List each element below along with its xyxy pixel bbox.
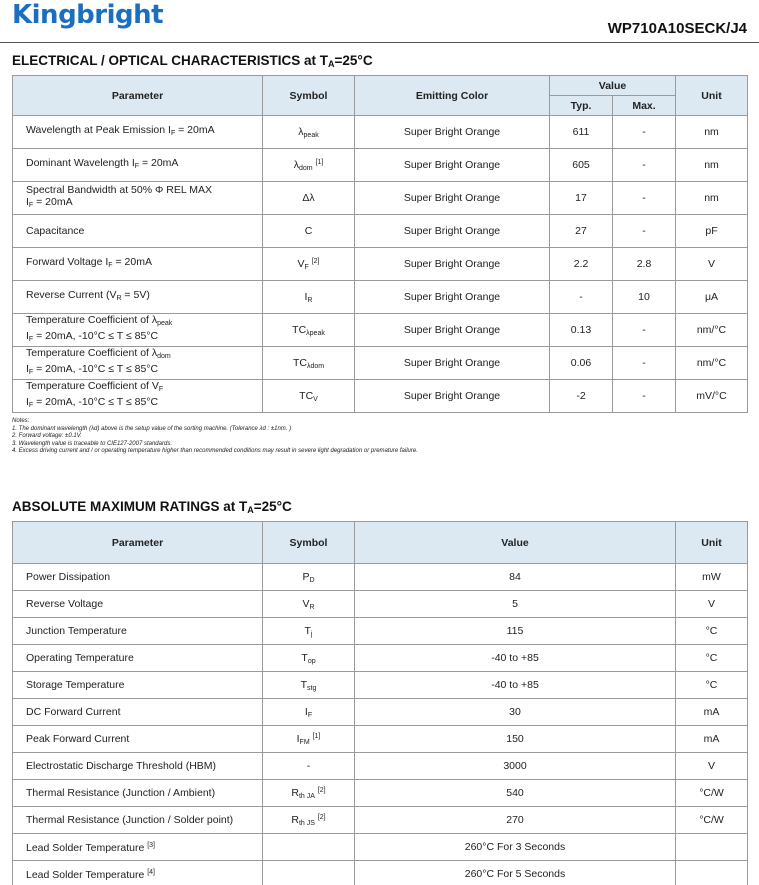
kingbright-logo: Kingbright xyxy=(12,0,164,30)
table-row xyxy=(13,116,748,149)
unit-cell xyxy=(676,834,748,861)
notes xyxy=(12,418,418,456)
symbol-cell: Δλ xyxy=(263,182,355,215)
typ-value-cell: - xyxy=(550,281,613,314)
unit-cell: nm xyxy=(676,116,748,149)
max-value-cell: 10 xyxy=(613,281,676,314)
parameter-cell: Junction Temperature xyxy=(13,618,263,645)
max-value-cell: 2.8 xyxy=(613,248,676,281)
max-value-cell: - xyxy=(613,347,676,380)
symbol-cell xyxy=(263,834,355,861)
symbol-cell: $P_D$ xyxy=(263,564,355,591)
note-1: 1. The dominant wavelength (λd) above is the setup value of the sorting machine. (Tolerance λd : ±1nm. ) xyxy=(12,425,292,432)
notes-heading: Notes: xyxy=(12,418,30,424)
symbol-cell: $TC_V$ xyxy=(263,380,355,413)
unit-cell: °C/W xyxy=(676,807,748,834)
typ-value-cell: 17 xyxy=(550,182,613,215)
parameter-cell: Storage Temperature xyxy=(13,672,263,699)
parameter-cell xyxy=(13,314,263,347)
symbol-cell: $V_R$ xyxy=(263,591,355,618)
unit-cell: °C xyxy=(676,672,748,699)
parameter-line: $I_F = 20mA$, -10°C ≤ T ≤ 85°C xyxy=(26,396,159,409)
parameter-line: Dominant Wavelength $I_F = 20mA$ xyxy=(26,157,179,170)
parameter-cell: Reverse Voltage xyxy=(13,591,263,618)
value-cell: 30 xyxy=(355,699,676,726)
note-2: 2. Forward voltage: ±0.1V. xyxy=(12,433,82,439)
note-3: 3. Wavelength value is traceable to CIE127-2007 standards. xyxy=(12,440,172,447)
symbol-cell xyxy=(263,861,355,885)
table-row xyxy=(13,672,748,699)
column-header-max: Max. xyxy=(613,96,676,116)
emitting-color-cell: Super Bright Orange xyxy=(355,380,550,413)
parameter-cell xyxy=(13,281,263,314)
parameter-cell: Lead Solder Temperature [3] xyxy=(13,834,263,861)
column-header-symbol: Symbol xyxy=(263,522,355,564)
value-cell: 3000 xyxy=(355,753,676,780)
parameter-line: Reverse Current $(V_R = 5V)$ xyxy=(26,289,150,302)
symbol-cell: - xyxy=(263,753,355,780)
unit-cell: mV/°C xyxy=(676,380,748,413)
typ-value-cell: 0.06 xyxy=(550,347,613,380)
table-row xyxy=(13,591,748,618)
unit-cell: V xyxy=(676,591,748,618)
table-row xyxy=(13,564,748,591)
emitting-color-cell: Super Bright Orange xyxy=(355,215,550,248)
table-row xyxy=(13,248,748,281)
unit-cell: mW xyxy=(676,564,748,591)
parameter-line: $I_F = 20mA$, -10°C ≤ T ≤ 85°C xyxy=(26,363,159,376)
value-cell: 540 xyxy=(355,780,676,807)
value-cell: 260°C For 3 Seconds xyxy=(355,834,676,861)
max-value-cell: - xyxy=(613,116,676,149)
parameter-cell: Operating Temperature xyxy=(13,645,263,672)
page-header xyxy=(0,0,759,46)
parameter-line: Forward Voltage $I_F = 20mA$ xyxy=(26,256,152,269)
column-header-unit: Unit xyxy=(676,522,748,564)
value-cell: 5 xyxy=(355,591,676,618)
unit-cell: V xyxy=(676,753,748,780)
electrical-characteristics-table xyxy=(12,75,748,413)
symbol-cell: $\lambda_{peak}$ xyxy=(263,116,355,149)
unit-cell: °C xyxy=(676,645,748,672)
unit-cell: μA xyxy=(676,281,748,314)
part-number: WP710A10SECK/J4 xyxy=(607,20,747,37)
unit-cell: mA xyxy=(676,699,748,726)
parameter-cell: Electrostatic Discharge Threshold (HBM) xyxy=(13,753,263,780)
max-value-cell: - xyxy=(613,182,676,215)
parameter-line: Wavelength at Peak Emission $I_F = 20mA$ xyxy=(26,124,215,137)
symbol-cell: $\lambda_{dom}$ [1] xyxy=(263,149,355,182)
symbol-cell: $I_R$ xyxy=(263,281,355,314)
column-header-parameter: Parameter xyxy=(13,522,263,564)
parameter-cell: DC Forward Current xyxy=(13,699,263,726)
symbol-cell: $TC_{\lambda dom}$ xyxy=(263,347,355,380)
absolute-ratings-section-title: ABSOLUTE MAXIMUM RATINGS at $T_A=25^\circ C$ xyxy=(12,499,292,515)
table-row xyxy=(13,618,748,645)
parameter-line: Spectral Bandwidth at 50% Φ REL MAX xyxy=(26,184,212,196)
symbol-cell: $I_F$ xyxy=(263,699,355,726)
header-rule xyxy=(0,42,759,43)
unit-cell: °C xyxy=(676,618,748,645)
emitting-color-cell: Super Bright Orange xyxy=(355,347,550,380)
unit-cell: pF xyxy=(676,215,748,248)
table-row xyxy=(13,149,748,182)
parameter-cell xyxy=(13,116,263,149)
symbol-cell: $V_F$ [2] xyxy=(263,248,355,281)
unit-cell: mA xyxy=(676,726,748,753)
table-row xyxy=(13,753,748,780)
symbol-cell: $R_{th JA}$ [2] xyxy=(263,780,355,807)
table-row xyxy=(13,182,748,215)
symbol-cell: $T_j$ xyxy=(263,618,355,645)
table-row xyxy=(13,699,748,726)
table-row xyxy=(13,314,748,347)
note-4: 4. Excess driving current and / or operating temperature higher than recommended conditions may result in severe light degradation or premature failure. xyxy=(12,448,418,454)
symbol-cell: C xyxy=(263,215,355,248)
parameter-cell xyxy=(13,182,263,215)
column-header-symbol: Symbol xyxy=(263,76,355,116)
symbol-cell: $R_{th JS}$ [2] xyxy=(263,807,355,834)
parameter-cell xyxy=(13,248,263,281)
value-cell: 84 xyxy=(355,564,676,591)
unit-cell: nm xyxy=(676,149,748,182)
parameter-line: $I_F = 20mA$, -10°C ≤ T ≤ 85°C xyxy=(26,330,159,343)
parameter-cell xyxy=(13,380,263,413)
parameter-cell xyxy=(13,347,263,380)
max-value-cell: - xyxy=(613,314,676,347)
parameter-cell: Power Dissipation xyxy=(13,564,263,591)
max-value-cell: - xyxy=(613,380,676,413)
parameter-cell: Lead Solder Temperature [4] xyxy=(13,861,263,885)
parameter-line: Temperature Coefficient of $\lambda_{dom}$ xyxy=(26,347,171,360)
parameter-line: Temperature Coefficient of $V_F$ xyxy=(26,380,164,393)
parameter-line: Capacitance xyxy=(26,225,85,237)
value-cell: 270 xyxy=(355,807,676,834)
emitting-color-cell: Super Bright Orange xyxy=(355,182,550,215)
value-cell: -40 to +85 xyxy=(355,672,676,699)
table-row xyxy=(13,861,748,885)
emitting-color-cell: Super Bright Orange xyxy=(355,116,550,149)
column-header-emitting-color: Emitting Color xyxy=(355,76,550,116)
table-row xyxy=(13,726,748,753)
emitting-color-cell: Super Bright Orange xyxy=(355,248,550,281)
value-cell: -40 to +85 xyxy=(355,645,676,672)
parameter-cell: Thermal Resistance (Junction / Solder point) xyxy=(13,807,263,834)
column-header-unit: Unit xyxy=(676,76,748,116)
typ-value-cell: -2 xyxy=(550,380,613,413)
emitting-color-cell: Super Bright Orange xyxy=(355,314,550,347)
table-row xyxy=(13,834,748,861)
column-header-value: Value xyxy=(550,76,676,96)
emitting-color-cell: Super Bright Orange xyxy=(355,149,550,182)
unit-cell: V xyxy=(676,248,748,281)
symbol-cell: $I_{FM}$ [1] xyxy=(263,726,355,753)
symbol-cell: $T_{stg}$ xyxy=(263,672,355,699)
typ-value-cell: 0.13 xyxy=(550,314,613,347)
table-row xyxy=(13,281,748,314)
typ-value-cell: 2.2 xyxy=(550,248,613,281)
parameter-line: $I_F = 20mA$ xyxy=(26,196,73,209)
typ-value-cell: 611 xyxy=(550,116,613,149)
value-cell: 115 xyxy=(355,618,676,645)
parameter-cell xyxy=(13,149,263,182)
max-value-cell: - xyxy=(613,215,676,248)
parameter-line: Temperature Coefficient of $\lambda_{peak}$ xyxy=(26,314,173,327)
table-row xyxy=(13,807,748,834)
column-header-typ: Typ. xyxy=(550,96,613,116)
electrical-section-title: ELECTRICAL / OPTICAL CHARACTERISTICS at $T_A=25^\circ C$ xyxy=(12,53,373,69)
typ-value-cell: 27 xyxy=(550,215,613,248)
unit-cell: nm/°C xyxy=(676,347,748,380)
max-value-cell: - xyxy=(613,149,676,182)
parameter-cell: Peak Forward Current xyxy=(13,726,263,753)
table-row xyxy=(13,645,748,672)
parameter-cell xyxy=(13,215,263,248)
table-row xyxy=(13,347,748,380)
table-row xyxy=(13,215,748,248)
typ-value-cell: 605 xyxy=(550,149,613,182)
table-row xyxy=(13,780,748,807)
value-cell: 150 xyxy=(355,726,676,753)
unit-cell: nm xyxy=(676,182,748,215)
column-header-value: Value xyxy=(355,522,676,564)
absolute-maximum-ratings-table xyxy=(12,521,748,885)
unit-cell: °C/W xyxy=(676,780,748,807)
emitting-color-cell: Super Bright Orange xyxy=(355,281,550,314)
symbol-cell: $T_{op}$ xyxy=(263,645,355,672)
value-cell: 260°C For 5 Seconds xyxy=(355,861,676,885)
symbol-cell: $TC_{\lambda peak}$ xyxy=(263,314,355,347)
table-row xyxy=(13,380,748,413)
unit-cell xyxy=(676,861,748,885)
parameter-cell: Thermal Resistance (Junction / Ambient) xyxy=(13,780,263,807)
unit-cell: nm/°C xyxy=(676,314,748,347)
column-header-parameter: Parameter xyxy=(13,76,263,116)
